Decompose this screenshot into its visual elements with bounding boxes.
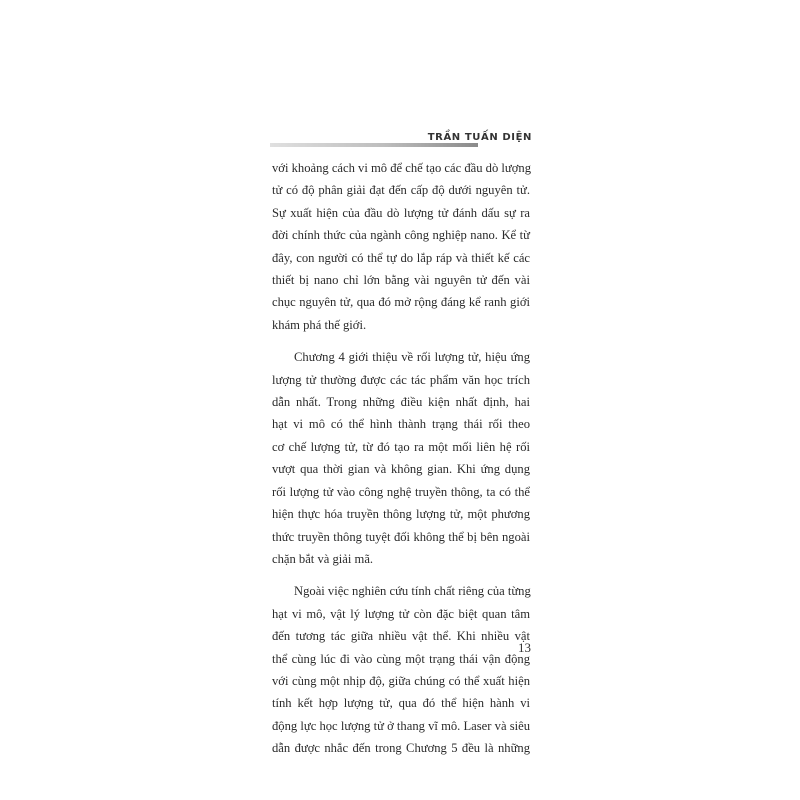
text-line: với khoảng cách vi mô để chế tạo các đầu dò lượng (272, 161, 531, 175)
text-line: đời chính thức của ngành công nghiệp nano. Kể từ (272, 228, 530, 243)
text-line: với cùng một nhịp độ, giữa chúng có thể xuất hiện (272, 673, 530, 688)
text-line: chục nguyên tử, qua đó mở rộng đáng kể ranh giới (272, 295, 530, 310)
text-line: khám phá thế giới. (272, 317, 367, 332)
text-line: thiết bị nano chỉ lớn bằng vài nguyên tử đến vài (272, 273, 530, 288)
text-line: thức truyền thông tuyệt đối không thể bị bên ngoài (272, 529, 530, 544)
text-line: dẫn nhất. Trong những điều kiện nhất định, hai (272, 395, 530, 410)
text-line: động lực học lượng tử ở thang vĩ mô. Laser và siêu (272, 718, 530, 733)
text-line: rối lượng tử vào công nghệ truyền thông, ta có thể (272, 484, 530, 499)
body-text (272, 157, 530, 760)
text-line: hạt vi mô có thể hình thành trạng thái rối theo (272, 417, 530, 432)
text-line: hiện thực hóa truyền thông lượng tử, một phương (272, 507, 530, 522)
header-rule (270, 143, 478, 147)
text-line: đây, con người có thể tự do lắp ráp và thiết kế các (272, 250, 530, 265)
text-line: lượng tử thường được các tác phẩm văn học trích (272, 372, 530, 387)
text-line: Sự xuất hiện của đầu dò lượng tử đánh dấu sự ra (272, 205, 530, 220)
text-line: dẫn được nhắc đến trong Chương 5 đều là những (272, 741, 530, 756)
paragraph-1 (272, 157, 530, 336)
text-line: Chương 4 giới thiệu về rối lượng tử, hiệu ứng (294, 350, 530, 365)
running-header (270, 132, 532, 152)
text-line: thể cùng lúc đi vào cùng một trạng thái vận động (272, 651, 530, 666)
text-line: cơ chế lượng tử, từ đó tạo ra một mối liên hệ rối (272, 439, 530, 454)
text-line: tính kết hợp lượng tử, qua đó thể hiện hành vi (272, 696, 530, 711)
paragraph-3 (272, 580, 530, 759)
text-line: Ngoài việc nghiên cứu tính chất riêng của từng (294, 584, 531, 599)
text-line: hạt vi mô, vật lý lượng tử còn đặc biệt quan tâm (272, 606, 530, 621)
text-line: tử có độ phân giải đạt đến cấp độ dưới nguyên tử. (272, 183, 530, 198)
paragraph-2 (272, 346, 530, 570)
page-number: 13 (518, 640, 531, 655)
author-name: TRẦN TUẤN DIỆN (427, 132, 532, 143)
text-line: đến tương tác giữa nhiều vật thể. Khi nhiều vật (272, 629, 530, 644)
text-line: chặn bắt và giải mã. (272, 551, 374, 566)
text-line: vượt qua thời gian và không gian. Khi ứng dụng (272, 462, 530, 477)
